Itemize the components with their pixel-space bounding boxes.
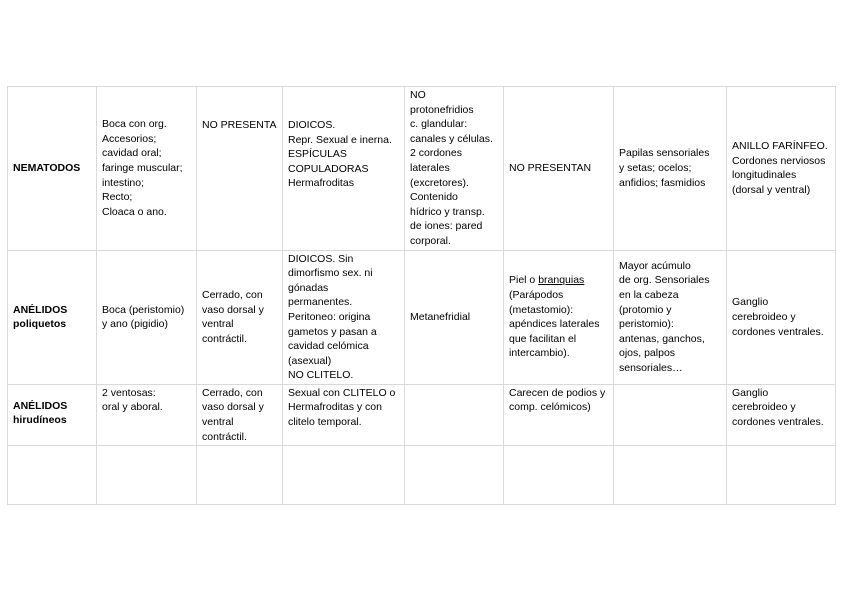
cell-group: ANÉLIDOS poliquetos <box>8 250 97 384</box>
cell-respiratorio: Carecen de podios y comp. celómicos) <box>504 384 614 445</box>
cell-reproductor: Sexual con CLITELO o Hermafroditas y con clitelo temporal. <box>283 384 405 445</box>
cell-sensorial: Papilas sensoriales y setas; ocelos; anfidios; fasmidios <box>614 87 727 251</box>
cell-digestivo: 2 ventosas: oral y aboral. <box>97 384 197 445</box>
table-row-nematodos <box>8 87 836 251</box>
respiratorio-text-pre: Piel o <box>509 274 539 287</box>
branquias-link: branquias <box>538 274 585 287</box>
cell-excretor: Metanefridial <box>405 250 504 384</box>
cell-empty <box>197 446 283 505</box>
cell-group: ANÉLIDOS hirudíneos <box>8 384 97 445</box>
table-row-hirudineos <box>8 384 836 445</box>
cell-reproductor: DIOICOS. Repr. Sexual e inerna. ESPÍCULAS COPULADORAS Hermafroditas <box>283 87 405 251</box>
cell-digestivo: Boca con org. Accesorios; cavidad oral; faringe muscular; intestino; Recto; Cloaca o ano. <box>97 87 197 251</box>
cell-excretor: NO protonefridios c. glandular: canales y células. 2 cordones laterales (excretores). Contenido hídrico y transp. de iones: pared corporal. <box>405 87 504 251</box>
table-row-poliquetos <box>8 250 836 384</box>
cell-empty <box>283 446 405 505</box>
cell-circulatorio: Cerrado, con vaso dorsal y ventral contráctil. <box>197 250 283 384</box>
cell-reproductor: DIOICOS. Sin dimorfismo sex. ni gónadas permanentes. Peritoneo: origina gametos y pasan a cavidad celómica (asexual) NO CLITELO. <box>283 250 405 384</box>
cell-empty <box>8 446 97 505</box>
cell-excretor <box>405 384 504 445</box>
cell-empty <box>405 446 504 505</box>
cell-empty <box>504 446 614 505</box>
cell-circulatorio: Cerrado, con vaso dorsal y ventral contráctil. <box>197 384 283 445</box>
respiratorio-text-post: (Parápodos (metastomio): apéndices laterales que facilitan el intercambio). <box>509 289 600 360</box>
comparison-table <box>7 86 836 505</box>
cell-respiratorio: NO PRESENTAN <box>504 87 614 251</box>
cell-digestivo: Boca (peristomio) y ano (pigidio) <box>97 250 197 384</box>
table-row-empty <box>8 446 836 505</box>
cell-group: NEMATODOS <box>8 87 97 251</box>
cell-sensorial <box>614 384 727 445</box>
cell-nervioso: ANILLO FARÍNFEO. Cordones nerviosos longitudinales (dorsal y ventral) <box>727 87 836 251</box>
cell-sensorial: Mayor acúmulo de org. Sensoriales en la cabeza (protomio y peristomio): antenas, ganchos, ojos, palpos sensoriales… <box>614 250 727 384</box>
cell-nervioso: Ganglio cerebroideo y cordones ventrales. <box>727 384 836 445</box>
cell-respiratorio <box>504 250 614 384</box>
cell-empty <box>614 446 727 505</box>
cell-empty <box>97 446 197 505</box>
cell-circulatorio: NO PRESENTA <box>197 87 283 251</box>
cell-nervioso: Ganglio cerebroideo y cordones ventrales. <box>727 250 836 384</box>
cell-empty <box>727 446 836 505</box>
